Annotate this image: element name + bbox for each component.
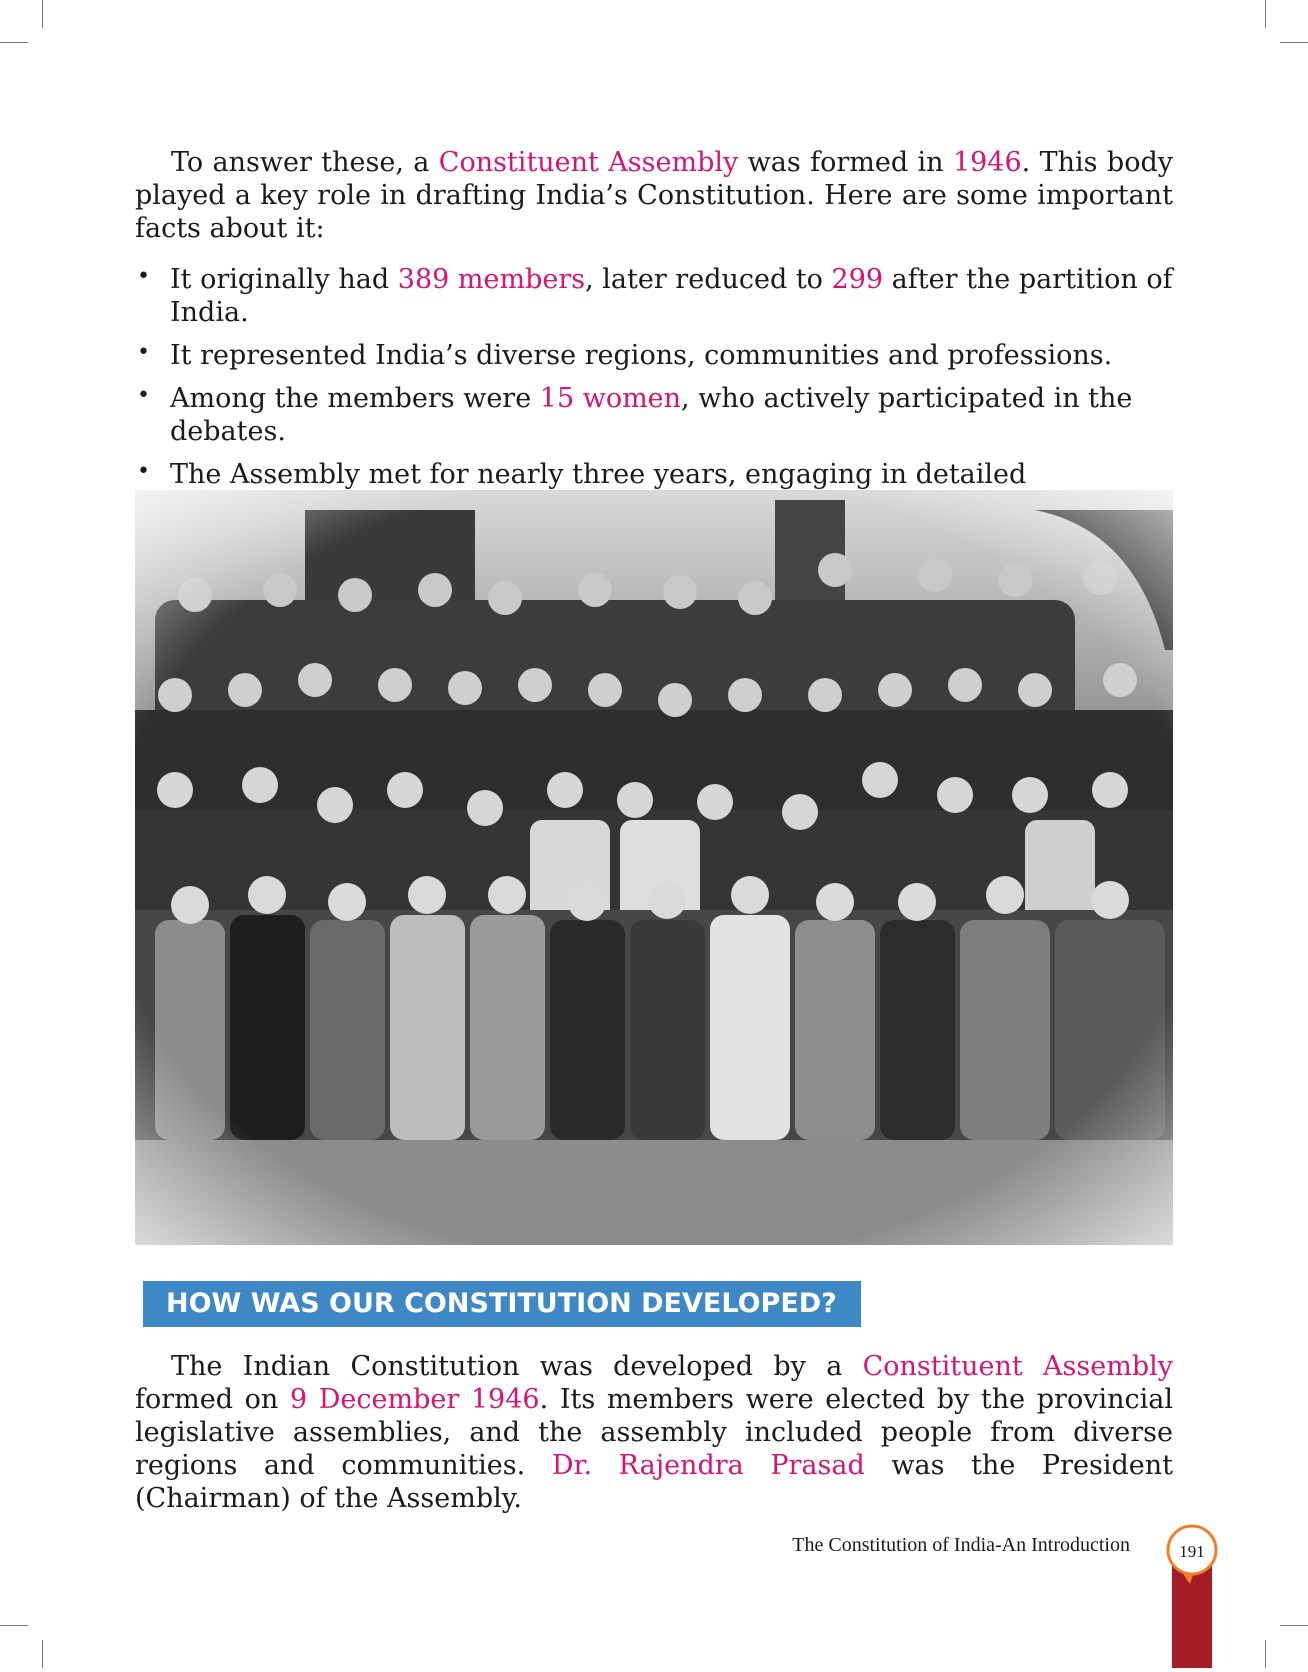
section-text: was the President (Chairman) of the Assembly. xyxy=(135,1450,1173,1514)
term-constituent-assembly: Constituent Assembly xyxy=(862,1351,1173,1382)
page-number-tab xyxy=(1162,1522,1222,1668)
bullet-icon: • xyxy=(137,264,150,289)
section-heading: HOW WAS OUR CONSTITUTION DEVELOPED? xyxy=(143,1281,861,1327)
page-number: 191 xyxy=(1179,1542,1205,1561)
crop-mark xyxy=(1280,1625,1308,1626)
fact-text: It originally had xyxy=(170,264,398,295)
bullet-icon: • xyxy=(137,340,150,365)
crop-mark xyxy=(42,1640,43,1668)
fact-text: The Assembly met for nearly three years, engaging in detailed xyxy=(170,459,1027,490)
list-item xyxy=(135,263,1173,329)
crop-mark xyxy=(0,1625,28,1626)
section-paragraph xyxy=(135,1350,1173,1515)
list-item xyxy=(135,339,1173,372)
crop-mark xyxy=(0,42,28,43)
crop-mark xyxy=(42,0,43,28)
constituent-assembly-group-photo xyxy=(135,490,1173,1245)
fact-highlight: 299 xyxy=(831,264,884,295)
year-1946: 1946 xyxy=(952,147,1022,178)
crop-mark xyxy=(1265,0,1266,28)
bullet-icon: • xyxy=(137,459,150,484)
intro-paragraph xyxy=(135,146,1173,245)
date-highlight: 9 December 1946 xyxy=(289,1384,540,1415)
intro-text: To answer these, a xyxy=(171,147,439,178)
term-constituent-assembly: Constituent Assembly xyxy=(438,147,739,178)
fact-text: It represented India’s diverse regions, communities and professions. xyxy=(170,340,1113,371)
fact-highlight: 15 women xyxy=(539,383,682,414)
bullet-icon: • xyxy=(137,383,150,408)
fact-text: , who actively participated in the debates. xyxy=(170,383,1133,447)
page-tab-icon xyxy=(1162,1522,1222,1668)
fact-text: after the partition of India. xyxy=(170,264,1173,328)
crop-mark xyxy=(1280,42,1308,43)
intro-text: was formed in xyxy=(738,147,953,178)
section-text: . Its members were elected by the provincial legislative assemblies, and the assembly included people from diverse regions and communities. xyxy=(135,1384,1173,1481)
fact-text: Among the members were xyxy=(170,383,540,414)
section-text: The Indian Constitution was developed by a xyxy=(171,1351,863,1382)
footer-title: The Constitution of India-An Introduction xyxy=(792,1534,1130,1556)
crop-mark xyxy=(1265,1640,1266,1668)
list-item xyxy=(135,382,1173,448)
fact-highlight: 389 members xyxy=(397,264,586,295)
intro-text: . This body played a key role in drafting India’s Constitution. Here are some important facts about it: xyxy=(135,147,1173,244)
section-text: formed on xyxy=(135,1384,290,1415)
name-highlight: Dr. Rajendra Prasad xyxy=(551,1450,865,1481)
fact-text: , later reduced to xyxy=(585,264,832,295)
